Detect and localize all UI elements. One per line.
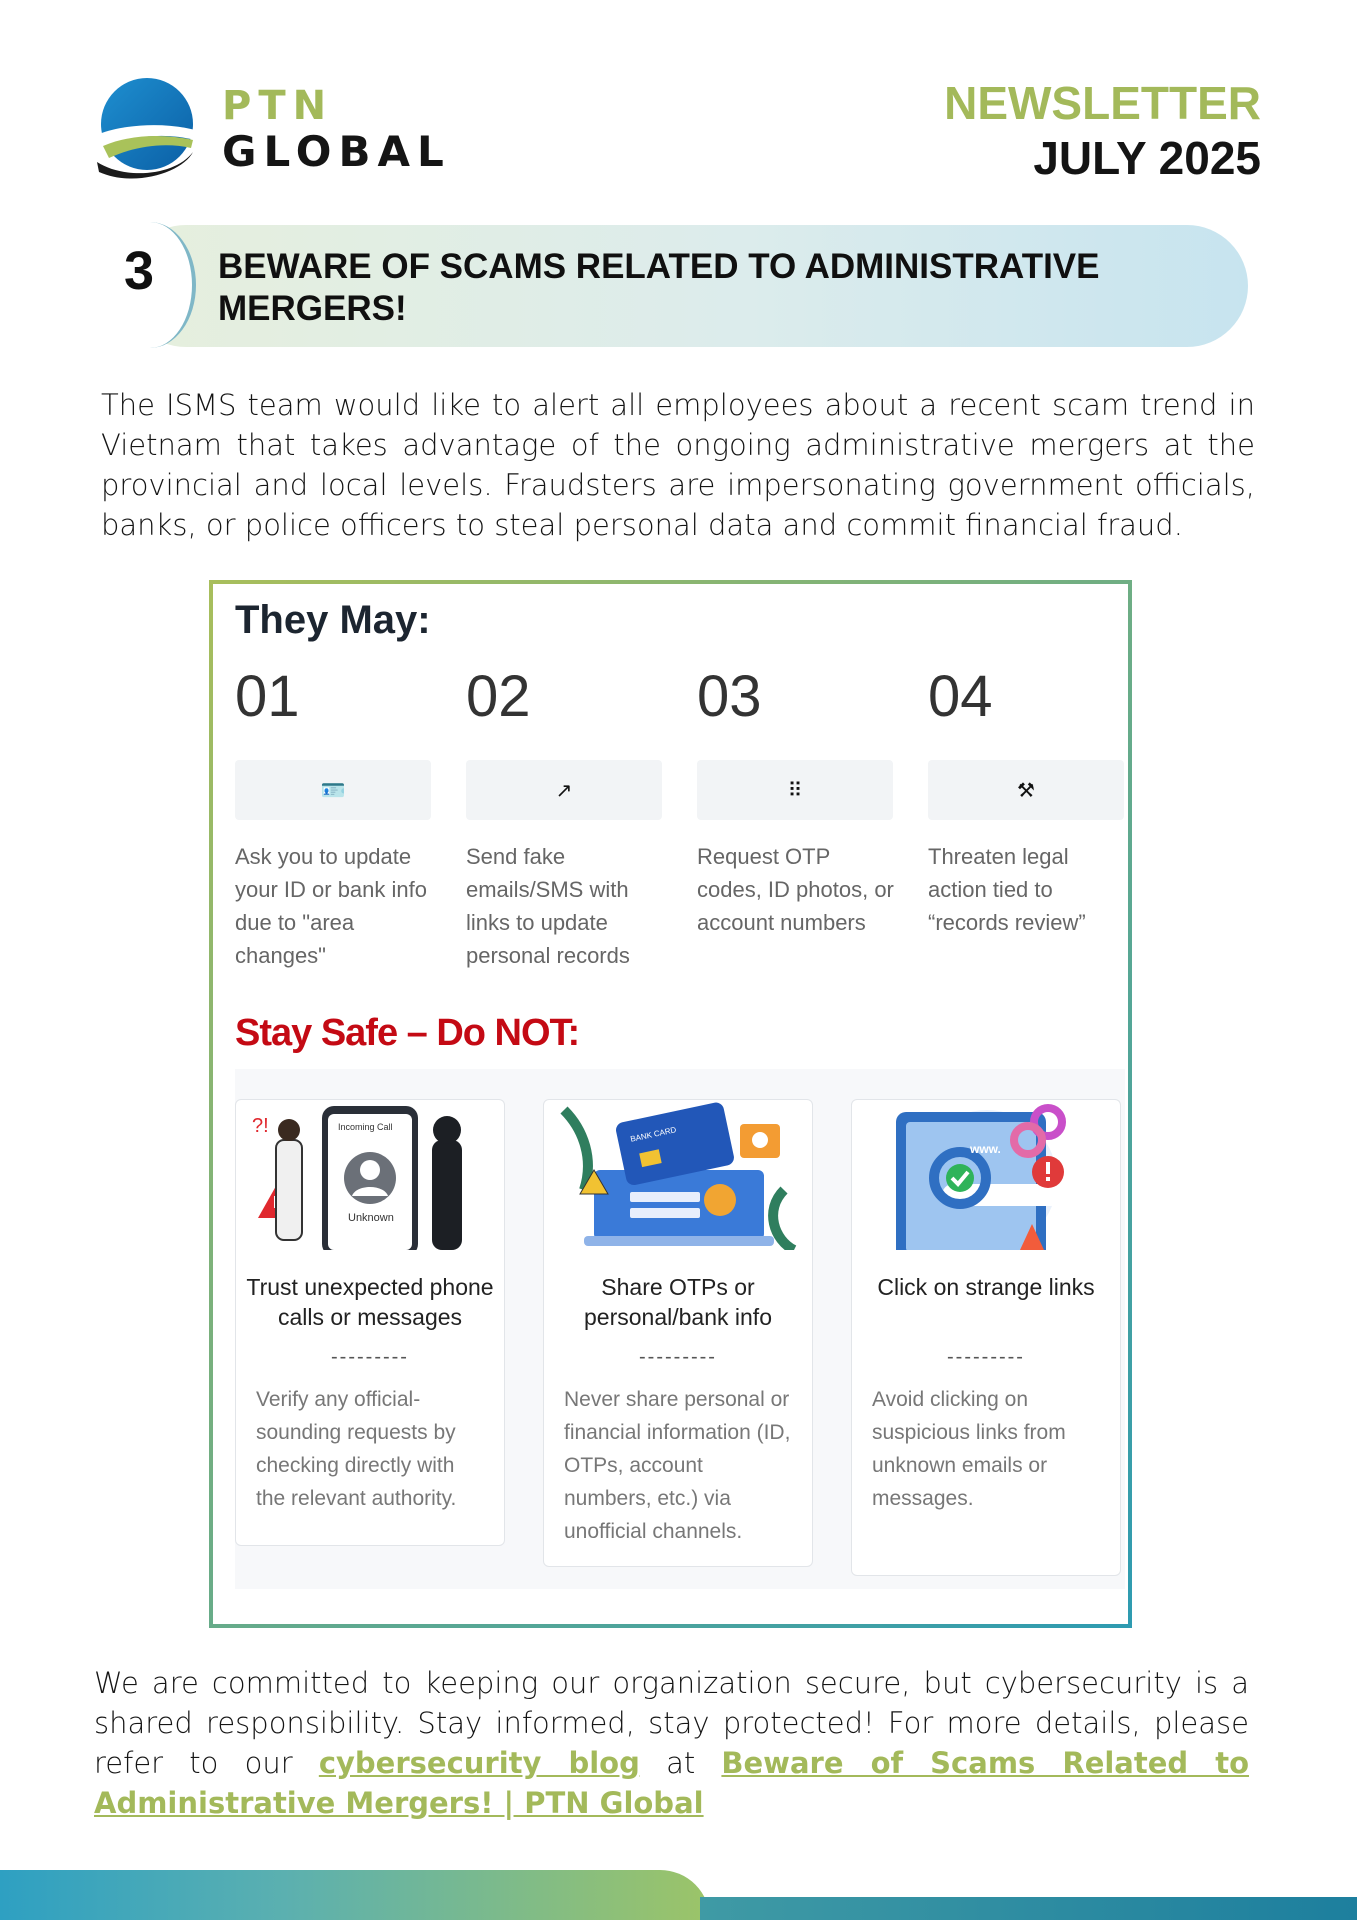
card-title: Click on strange links: [877, 1274, 1095, 1300]
tactic-01: [235, 662, 435, 972]
unknown-caller-label: Unknown: [348, 1212, 394, 1224]
section-title: BEWARE OF SCAMS RELATED TO ADMINISTRATIVE MERGERS!: [218, 247, 1100, 328]
card-strange-links: [851, 1099, 1121, 1576]
tactic-03: [697, 662, 897, 939]
card-title: Share OTPs or personal/bank info: [584, 1274, 772, 1330]
link-chain-icon: [852, 1100, 1120, 1250]
footer-bar-left: [0, 1870, 710, 1920]
bank-card-icon: [544, 1100, 812, 1250]
incoming-call-label: Incoming Call: [338, 1122, 393, 1132]
tactic-number: 03: [697, 664, 762, 729]
intro-paragraph: The ISMS team would like to alert all employees about a recent scam trend in Vietnam that takes advantage of the ongoing administrative mergers at the provincial and local levels. Fraudsters are impersonating government officials, banks, or police officers to steal personal data and commit financial fraud.: [101, 388, 1255, 542]
cybersecurity-blog-link[interactable]: cybersecurity blog: [318, 1746, 640, 1780]
card-text: Verify any official-sounding requests by checking directly with the relevant authority.: [256, 1388, 457, 1510]
phone-scam-illustration: [236, 1100, 504, 1250]
footer-bar-right: [700, 1897, 1357, 1920]
tactic-number: 01: [235, 664, 300, 729]
svg-text:?!: ?!: [252, 1115, 269, 1137]
stay-safe-heading: Stay Safe – Do NOT:: [235, 1012, 580, 1054]
card-title: Trust unexpected phone calls or messages: [246, 1274, 494, 1330]
tactic-number: 02: [466, 664, 531, 729]
tactic-text: Ask you to update your ID or bank info due to "area changes": [235, 844, 427, 968]
tactic-02: [466, 662, 666, 972]
tactic-04: [928, 662, 1128, 939]
tactic-text: Threaten legal action tied to “records review”: [928, 844, 1086, 935]
bank-card-illustration: [544, 1100, 812, 1250]
closing-text-mid: at: [666, 1746, 696, 1780]
closing-text: We are committed to keeping our organization secure, but cybersecurity is a shared responsibility. Stay informed, stay protected! For more details, please refer to our: [94, 1666, 1249, 1780]
card-share-otp: [543, 1099, 813, 1567]
brand-line2: GLOBAL: [222, 127, 451, 176]
card-text: Avoid clicking on suspicious links from unknown emails or messages.: [872, 1388, 1066, 1510]
id-card-icon: 🪪: [235, 760, 431, 820]
link-illustration: [852, 1100, 1120, 1250]
tactic-number: 04: [928, 664, 993, 729]
brand-wordmark: [222, 84, 451, 176]
scam-infographic: [209, 580, 1132, 1628]
card-divider: ---------: [947, 1346, 1025, 1368]
card-text: Never share personal or financial information (ID, OTPs, account numbers, etc.) via unofficial channels.: [564, 1388, 791, 1543]
www-label: www.: [970, 1142, 1001, 1156]
newsletter-label: NEWSLETTER: [944, 77, 1261, 129]
card-phone-calls: [235, 1099, 505, 1546]
gavel-icon: ⚒: [928, 760, 1124, 820]
card-divider: ---------: [639, 1346, 717, 1368]
ptn-globe-logo: [95, 76, 195, 184]
newsletter-date: JULY 2025: [1033, 132, 1261, 184]
card-divider: ---------: [331, 1346, 409, 1368]
bank-card-label: BANK CARD: [629, 1125, 678, 1144]
closing-paragraph: [94, 1663, 1249, 1823]
external-link-icon: ↗: [466, 760, 662, 820]
tactic-text: Send fake emails/SMS with links to update personal records: [466, 844, 630, 968]
article-link[interactable]: Beware of Scams Related to Administrative Mergers! | PTN Global: [94, 1746, 1250, 1820]
keypad-icon: ⠿: [697, 760, 893, 820]
section-number: 3: [124, 241, 155, 301]
they-may-heading: They May:: [235, 598, 431, 642]
tactic-text: Request OTP codes, ID photos, or account numbers: [697, 844, 894, 935]
brand-line1: PTN: [222, 83, 334, 129]
newsletter-header: [944, 76, 1261, 186]
